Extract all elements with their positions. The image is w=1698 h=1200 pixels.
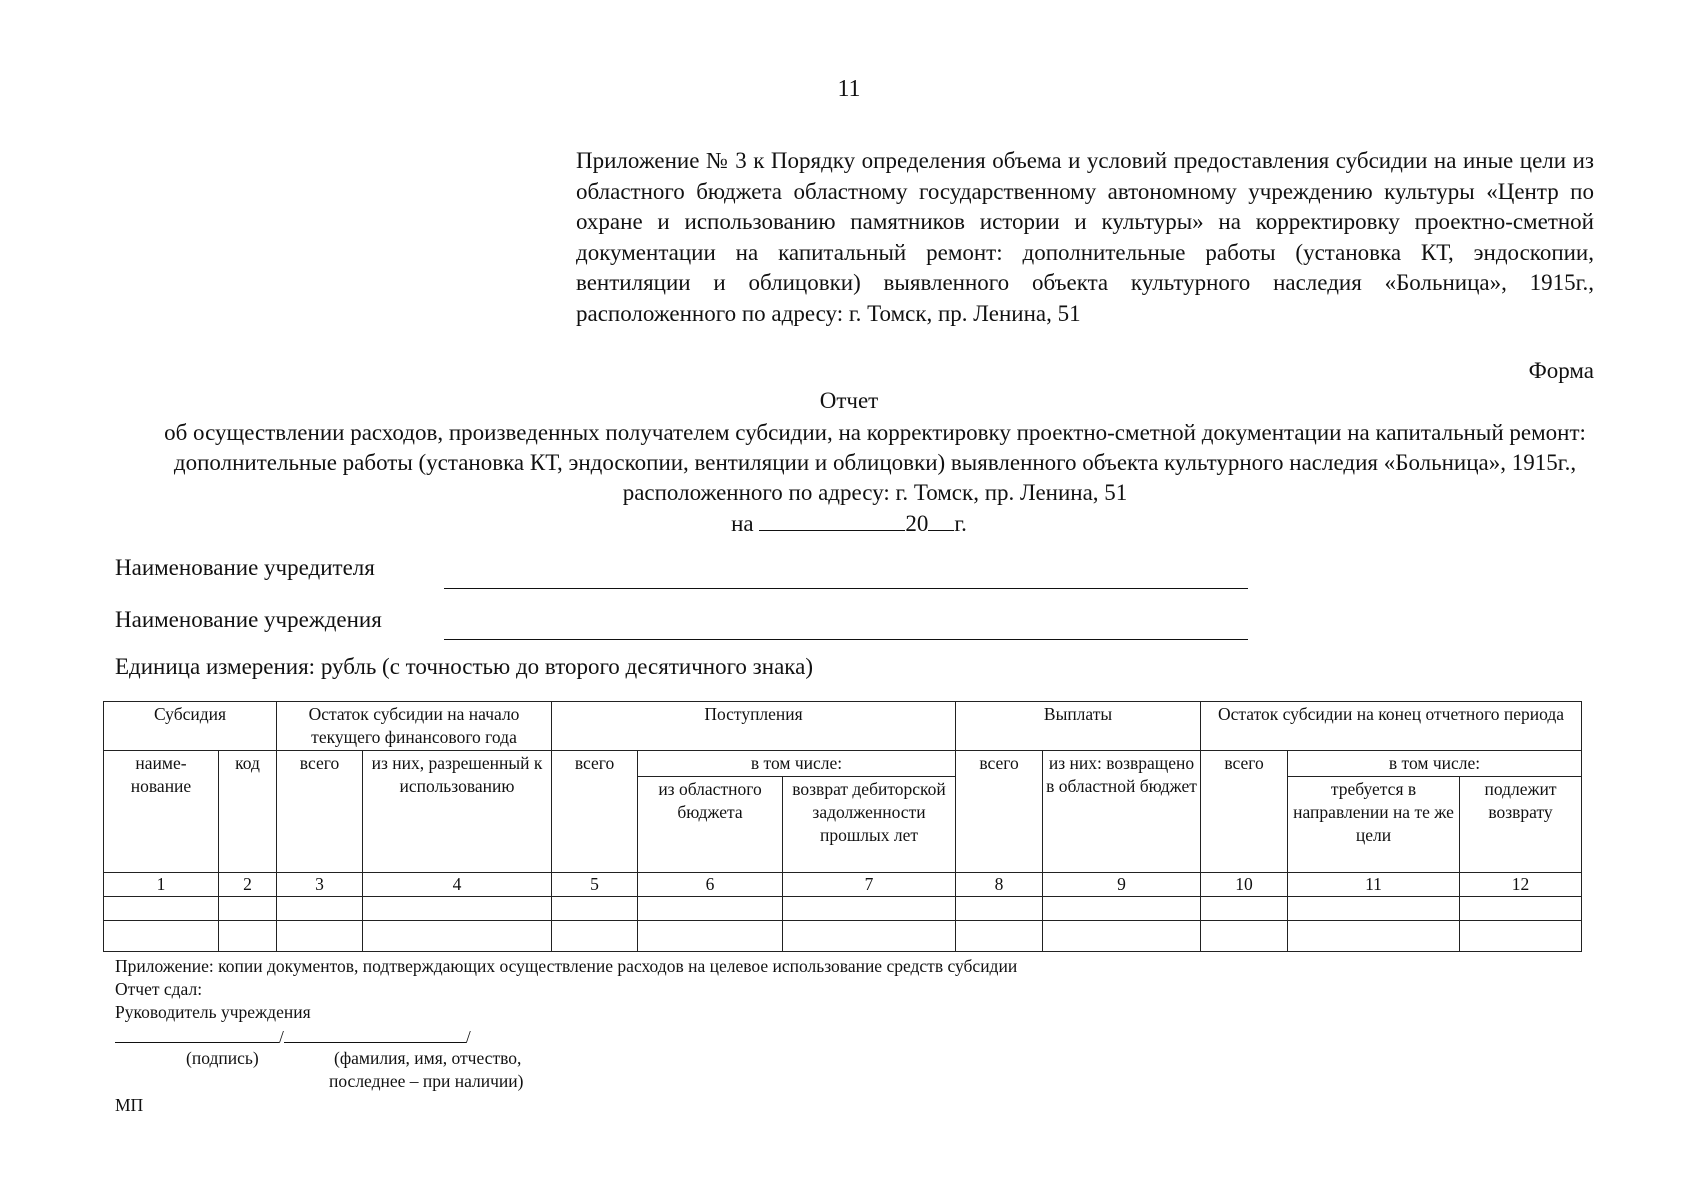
column-number: 7 [783,873,956,897]
table-row [104,921,1582,952]
column-number: 9 [1043,873,1201,897]
table-cell[interactable] [219,921,277,952]
signature-field[interactable] [115,1024,279,1043]
report-date-suffix: г. [954,511,967,536]
header-total-start: всего [277,751,363,873]
table-cell[interactable] [363,921,552,952]
table-cell[interactable] [1043,921,1201,952]
column-number: 12 [1460,873,1582,897]
table-cell[interactable] [638,897,783,921]
report-title: Отчет [819,388,879,413]
header-from-regional: из областного бюджета [638,777,783,873]
column-number: 8 [956,873,1043,897]
table-cell[interactable] [277,897,363,921]
header-allowed: из них, разрешенный к использованию [363,751,552,873]
header-code: код [219,751,277,873]
report-date-year: 20 [905,511,929,536]
name-caption-line2: последнее – при наличии) [329,1071,524,1091]
table-header-row-2 [104,751,1582,777]
table-cell[interactable] [219,897,277,921]
units-label: Единица измерения: рубль (с точностью до второго десятичного знака) [115,654,813,679]
signature-caption: (подпись) [186,1048,259,1068]
table-column-numbers [104,873,1582,897]
column-number: 2 [219,873,277,897]
report-table [103,701,1582,952]
header-receipts: Поступления [552,702,956,751]
header-balance-end: Остаток субсидии на конец отчетного периода [1201,702,1582,751]
column-number: 6 [638,873,783,897]
header-subsidy: Субсидия [104,702,277,751]
table-row [104,897,1582,921]
header-total-end: всего [1201,751,1288,873]
report-date [0,508,1698,537]
founder-label: Наименование учредителя [115,555,375,580]
table-cell[interactable] [104,921,219,952]
header-total-payments: всего [956,751,1043,873]
table-cell[interactable] [1043,897,1201,921]
report-subtitle: об осуществлении расходов, произведенных получателем субсидии, на корректировку проектно-сметной документации на капитальный ремонт: дополнительные работы (установка КТ, эндоскопии, вентиляции и облицовки) выявленного объекта культурного наследия «Больница», 1915г., расположенного по адресу: г. Томск, пр. Ленина, 51 [164,420,1586,505]
table-cell[interactable] [363,897,552,921]
submitted-label: Отчет сдал: [115,979,203,999]
table-cell[interactable] [1288,897,1460,921]
founder-field[interactable] [444,588,1248,589]
institution-label: Наименование учреждения [115,607,382,632]
header-payments: Выплаты [956,702,1201,751]
header-including-end: в том числе: [1288,751,1582,777]
institution-field[interactable] [444,639,1248,640]
table-cell[interactable] [783,897,956,921]
table-cell[interactable] [104,897,219,921]
signature-slash: / [279,1027,284,1047]
header-to-return: подлежит возврату [1460,777,1582,873]
table-cell[interactable] [1288,921,1460,952]
table-header-row-1 [104,702,1582,751]
table-cell[interactable] [1201,897,1288,921]
header-returned: из них: возвращено в областной бюджет [1043,751,1201,873]
column-number: 1 [104,873,219,897]
table-cell[interactable] [1201,921,1288,952]
column-number: 5 [552,873,638,897]
name-caption-line1: (фамилия, имя, отчество, [334,1048,522,1068]
table-cell[interactable] [956,897,1043,921]
stamp-label: МП [115,1095,144,1115]
column-number: 11 [1288,873,1460,897]
full-name-field[interactable] [284,1024,466,1043]
date-blank[interactable] [759,508,905,531]
head-label: Руководитель учреждения [115,1002,311,1022]
column-number: 10 [1201,873,1288,897]
header-including-receipts: в том числе: [638,751,956,777]
table-cell[interactable] [638,921,783,952]
page-number: 11 [837,76,861,102]
header-balance-start: Остаток субсидии на начало текущего финансового года [277,702,552,751]
table-cell[interactable] [552,897,638,921]
header-required: требуется в направлении на те же цели [1288,777,1460,873]
appendix-text: Приложение № 3 к Порядку определения объема и условий предоставления субсидии на иные цели из областного бюджета областному государственному автономному учреждению культуры «Центр по охране и использованию памятников истории и культуры» на корректировку проектно-сметной документации на капитальный ремонт: дополнительные работы (установка КТ, эндоскопии, вентиляции и облицовки) выявленного объекта культурного наследия «Больница», 1915г., расположенного по адресу: г. Томск, пр. Ленина, 51 [576,148,1594,326]
table-cell[interactable] [783,921,956,952]
table-cell[interactable] [277,921,363,952]
column-number: 3 [277,873,363,897]
report-date-prefix: на [731,511,754,536]
column-number: 4 [363,873,552,897]
form-label: Форма [1528,358,1594,383]
year-blank[interactable] [928,508,954,531]
signature-line [115,1024,471,1049]
table-cell[interactable] [1460,897,1582,921]
table-cell[interactable] [552,921,638,952]
header-total-receipts: всего [552,751,638,873]
attachment-note: Приложение: копии документов, подтверждающих осуществление расходов на целевое использование средств субсидии [115,956,1018,976]
table-cell[interactable] [1460,921,1582,952]
table-cell[interactable] [956,921,1043,952]
header-return-debt: возврат дебиторской задолженности прошлых лет [783,777,956,873]
header-name: наиме-нование [104,751,219,873]
signature-slash: / [465,1027,471,1047]
